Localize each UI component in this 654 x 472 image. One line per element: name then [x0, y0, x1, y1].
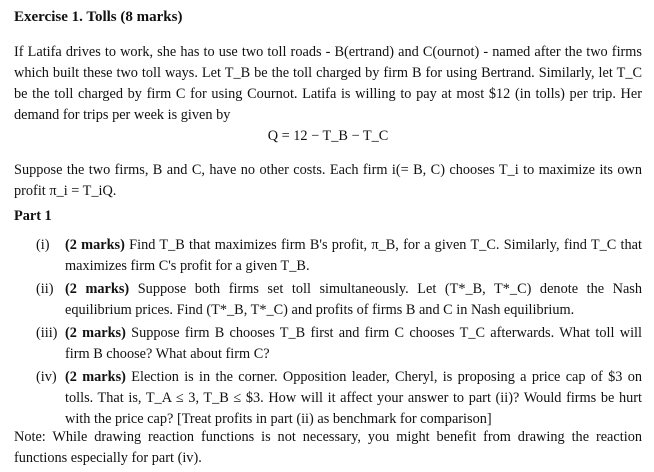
question-text: Suppose both firms set toll simultaneously. Let (T*_B, T*_C) denote the Nash equilibrium prices. Find (T*_B, T*_C) and profits of firms B and C in Nash equilibrium. — [65, 281, 643, 318]
question-number: (iii) — [36, 325, 58, 341]
question-marks: (2 marks) — [65, 369, 126, 385]
question-marks: (2 marks) — [65, 281, 130, 297]
question-number: (ii) — [36, 281, 54, 297]
question-item — [14, 279, 642, 321]
question-marks: (2 marks) — [65, 237, 125, 253]
question-marks: (2 marks) — [65, 325, 126, 341]
question-item — [14, 367, 642, 430]
question-item — [14, 235, 642, 277]
question-text: Find T_B that maximizes firm B's profit, π_B, for a given T_C. Similarly, find T_C that maximizes firm C's profit for a given T_B. — [65, 237, 642, 274]
question-item — [14, 323, 642, 365]
demand-equation: Q = 12 − T_B − T_C — [267, 128, 389, 144]
intro-paragraph: If Latifa drives to work, she has to use two toll roads - B(ertrand) and C(ournot) - named after the two firms which built these two toll ways. Let T_B be the toll charged by firm B for using Bertrand. Similarly, let T_C be the toll charged by firm C for using Cournot. Latifa is willing to pay at most $12 (in tolls) per trip. Her demand for trips per week is given by — [14, 44, 642, 123]
question-list — [14, 235, 642, 432]
question-number: (iv) — [36, 369, 57, 385]
question-text: Suppose firm B chooses T_B first and firm C chooses T_C afterwards. What toll will firm B choose? What about firm C? — [65, 325, 642, 362]
question-number: (i) — [36, 237, 50, 253]
exercise-title: Exercise 1. Tolls (8 marks) — [14, 9, 183, 25]
assumption-paragraph: Suppose the two firms, B and C, have no other costs. Each firm i(= B, C) chooses T_i to maximize its own profit π_i = T_iQ. — [14, 162, 642, 199]
part-heading: Part 1 — [14, 208, 52, 224]
question-text: Election is in the corner. Opposition leader, Cheryl, is proposing a price cap of $3 on tolls. That is, T_A ≤ 3, T_B ≤ $3. How will it affect your answer to part (ii)? Would firms be hurt with the price cap? [Treat profits in part (ii) as benchmark for comparison] — [65, 369, 643, 427]
note-paragraph: Note: While drawing reaction functions is not necessary, you might benefit from drawing the reaction functions especially for part (iv). — [14, 429, 642, 466]
